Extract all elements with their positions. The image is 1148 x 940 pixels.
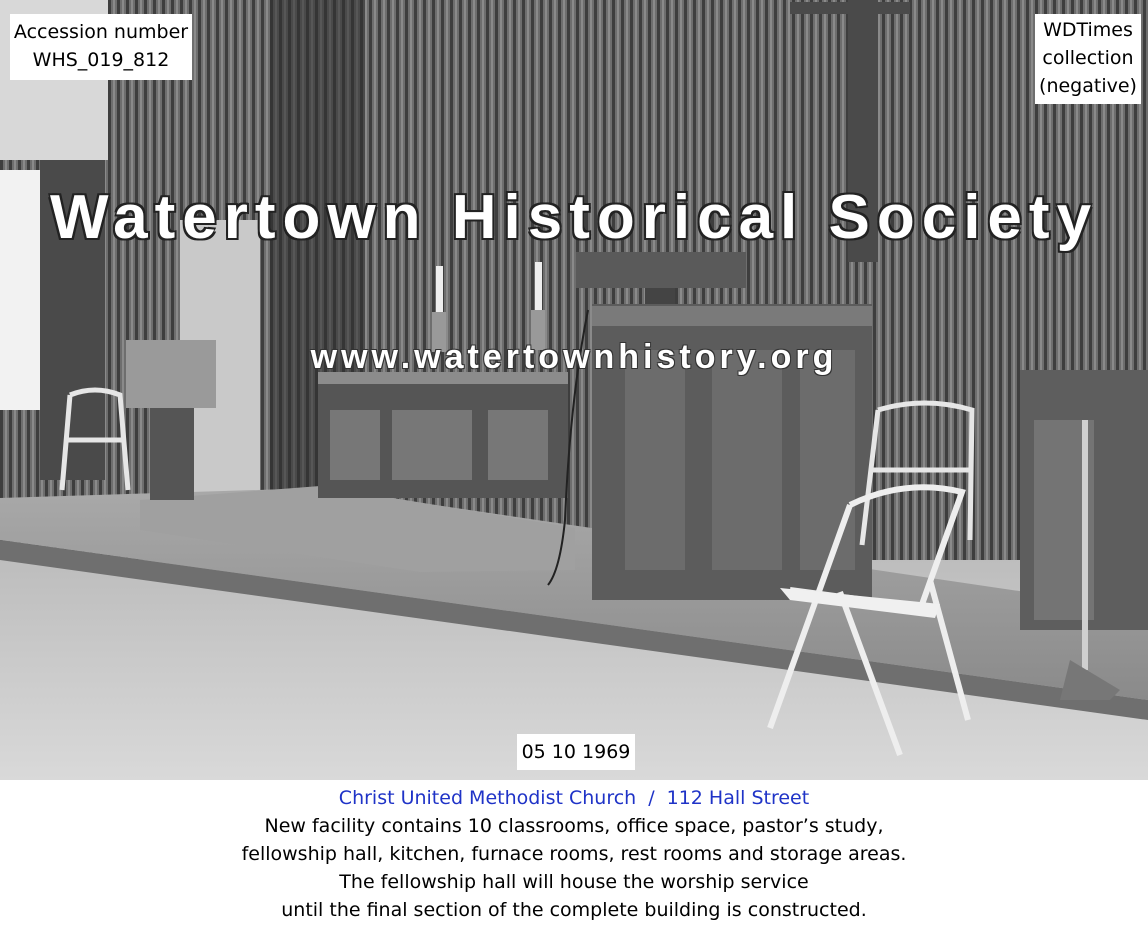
collection-line-2: collection (1042, 47, 1134, 69)
pulpit-lectern (576, 252, 746, 288)
accession-number: WHS_019_812 (32, 49, 170, 71)
collection-line-1: WDTimes (1043, 19, 1133, 41)
church-name: Christ United Methodist Church (338, 787, 637, 809)
watermark-title: Watertown Historical Society (49, 183, 1099, 252)
caption-title (0, 784, 1148, 812)
accession-heading: Accession number (13, 21, 189, 43)
candle-left (436, 266, 443, 314)
caption-line-3: The fellowship hall will house the worship service (339, 871, 809, 893)
watermark-url: www.watertownhistory.org (310, 338, 838, 376)
church-address: 112 Hall Street (666, 787, 810, 809)
candle-right (535, 262, 542, 312)
photo-date: 05 10 1969 (517, 734, 635, 770)
caption-line-4: until the final section of the complete building is constructed. (281, 899, 867, 921)
accession-label (10, 14, 192, 80)
collection-label (1035, 14, 1141, 104)
photo-caption (0, 784, 1148, 924)
caption-line-2: fellowship hall, kitchen, furnace rooms, rest rooms and storage areas. (241, 843, 907, 865)
caption-line-1: New facility contains 10 classrooms, office space, pastor’s study, (264, 815, 884, 837)
music-stand (1082, 420, 1088, 670)
collection-line-3: (negative) (1039, 75, 1137, 97)
caption-separator: / (648, 787, 655, 809)
